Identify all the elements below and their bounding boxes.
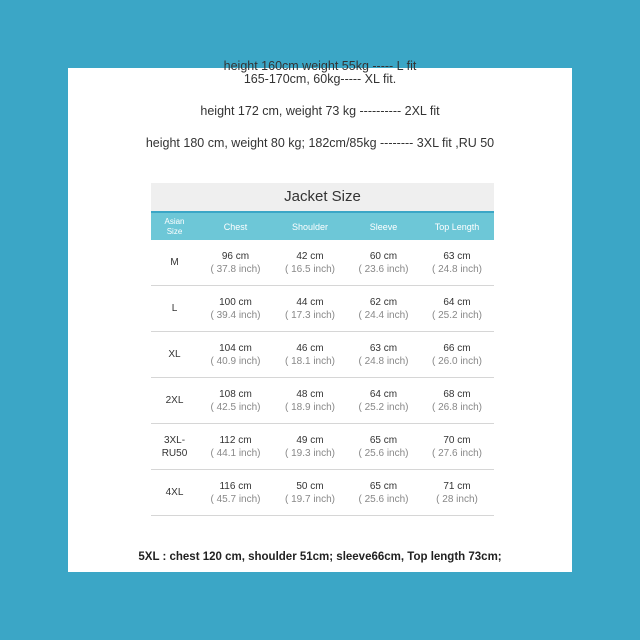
chest-inch: ( 37.8 inch) — [210, 263, 261, 275]
sleeve-cell — [347, 240, 420, 286]
shoulder-cm: 44 cm — [296, 296, 324, 308]
shoulder-inch: ( 17.3 inch) — [284, 309, 336, 321]
sleeve-cm: 63 cm — [369, 342, 398, 354]
sleeve-inch: ( 24.8 inch) — [358, 355, 409, 367]
top-length-cm: 68 cm — [443, 388, 471, 400]
shoulder-cm: 46 cm — [296, 342, 324, 354]
size-label: M — [170, 257, 179, 268]
size-cell — [151, 378, 198, 424]
sleeve-cm: 60 cm — [369, 250, 398, 262]
table-row — [151, 470, 494, 516]
table-row — [151, 240, 494, 286]
shoulder-cm: 48 cm — [296, 388, 324, 400]
shoulder-cell — [273, 470, 347, 516]
size-label-secondary: RU50 — [161, 447, 188, 459]
jacket-size-table — [151, 183, 494, 516]
sleeve-inch: ( 25.2 inch) — [358, 401, 409, 413]
size-chart-card — [68, 59, 572, 572]
top-length-inch: ( 24.8 inch) — [431, 263, 483, 275]
chest-cell — [198, 286, 273, 332]
shoulder-inch: ( 19.7 inch) — [284, 493, 336, 505]
shoulder-cm: 49 cm — [296, 434, 324, 446]
sleeve-cm: 65 cm — [369, 434, 398, 446]
chest-inch: ( 45.7 inch) — [210, 493, 261, 505]
top-length-cm: 63 cm — [443, 250, 471, 262]
size-label: L — [171, 303, 178, 314]
table-row — [151, 286, 494, 332]
header-top-length: Top Length — [420, 213, 494, 240]
top-length-cell — [420, 240, 494, 286]
size-label: 4XL — [165, 487, 184, 498]
sleeve-cell — [347, 378, 420, 424]
sleeve-cell — [347, 470, 420, 516]
top-length-cm: 64 cm — [443, 296, 471, 308]
sleeve-inch: ( 25.6 inch) — [358, 493, 409, 505]
table-row — [151, 332, 494, 378]
chest-cell — [198, 240, 273, 286]
shoulder-cm: 50 cm — [296, 480, 324, 492]
shoulder-cell — [273, 240, 347, 286]
shoulder-inch: ( 18.1 inch) — [284, 355, 336, 367]
header-chest: Chest — [198, 213, 273, 240]
header-shoulder: Shoulder — [273, 213, 347, 240]
note-2xl-fit: height 172 cm, weight 73 kg ---------- 2XL fit — [200, 104, 440, 118]
chest-cell — [198, 470, 273, 516]
top-length-cell — [420, 332, 494, 378]
header-asian-label: Asian — [164, 216, 185, 226]
chest-inch: ( 44.1 inch) — [210, 447, 261, 459]
top-length-inch: ( 25.2 inch) — [431, 309, 483, 321]
size-cell — [151, 286, 198, 332]
size-cell — [151, 240, 198, 286]
top-length-cell — [420, 424, 494, 470]
chest-cell — [198, 424, 273, 470]
sleeve-cm: 65 cm — [369, 480, 398, 492]
shoulder-cm: 42 cm — [296, 250, 324, 262]
shoulder-inch: ( 19.3 inch) — [284, 447, 336, 459]
sleeve-inch: ( 23.6 inch) — [358, 263, 409, 275]
header-sleeve: Sleeve — [347, 213, 420, 240]
shoulder-cell — [273, 286, 347, 332]
table-row — [151, 378, 494, 424]
chest-cell — [198, 332, 273, 378]
top-length-inch: ( 27.6 inch) — [431, 447, 483, 459]
chest-cell — [198, 378, 273, 424]
top-length-cell — [420, 470, 494, 516]
top-length-inch: ( 26.0 inch) — [431, 355, 483, 367]
header-asian-size — [151, 213, 198, 240]
top-length-cell — [420, 286, 494, 332]
chest-cm: 104 cm — [219, 342, 252, 354]
size-label: 3XL- — [163, 434, 186, 446]
sleeve-cm: 64 cm — [369, 388, 398, 400]
note-partial: height 160cm weight 55kg ----- L fit — [223, 59, 417, 73]
top-length-cm: 71 cm — [443, 480, 471, 492]
top-length-cell — [420, 378, 494, 424]
sleeve-cm: 62 cm — [369, 296, 398, 308]
top-length-cm: 66 cm — [443, 342, 471, 354]
header-size-label: Size — [166, 226, 183, 236]
table-header-row — [151, 213, 494, 240]
size-cell — [151, 424, 198, 470]
chest-cm: 100 cm — [219, 296, 252, 308]
shoulder-cell — [273, 332, 347, 378]
table-body — [151, 240, 494, 516]
size-cell — [151, 470, 198, 516]
shoulder-cell — [273, 378, 347, 424]
note-3xl-fit: height 180 cm, weight 80 kg; 182cm/85kg -------- 3XL fit ,RU 50 — [145, 136, 495, 150]
sleeve-cell — [347, 424, 420, 470]
sleeve-cell — [347, 286, 420, 332]
sleeve-inch: ( 25.6 inch) — [358, 447, 409, 459]
chest-cm: 96 cm — [221, 250, 250, 262]
table-row — [151, 424, 494, 470]
size-table — [151, 213, 494, 516]
shoulder-inch: ( 16.5 inch) — [284, 263, 336, 275]
footer-5xl-note: 5XL : chest 120 cm, shoulder 51cm; sleeve66cm, Top length 73cm; — [138, 551, 502, 563]
chest-inch: ( 40.9 inch) — [210, 355, 261, 367]
sleeve-inch: ( 24.4 inch) — [358, 309, 409, 321]
sleeve-cell — [347, 332, 420, 378]
size-label: 2XL — [165, 395, 184, 406]
top-length-cm: 70 cm — [443, 434, 471, 446]
chest-inch: ( 42.5 inch) — [210, 401, 261, 413]
top-length-inch: ( 26.8 inch) — [431, 401, 483, 413]
chest-inch: ( 39.4 inch) — [210, 309, 261, 321]
shoulder-inch: ( 18.9 inch) — [284, 401, 336, 413]
table-title: Jacket Size — [151, 183, 494, 211]
chest-cm: 116 cm — [219, 480, 252, 492]
chest-cm: 112 cm — [219, 434, 252, 446]
top-length-inch: ( 28 inch) — [436, 493, 478, 505]
size-label: XL — [168, 349, 181, 360]
size-cell — [151, 332, 198, 378]
chest-cm: 108 cm — [219, 388, 252, 400]
note-xl-fit: 165-170cm, 60kg----- XL fit. — [243, 72, 397, 86]
shoulder-cell — [273, 424, 347, 470]
